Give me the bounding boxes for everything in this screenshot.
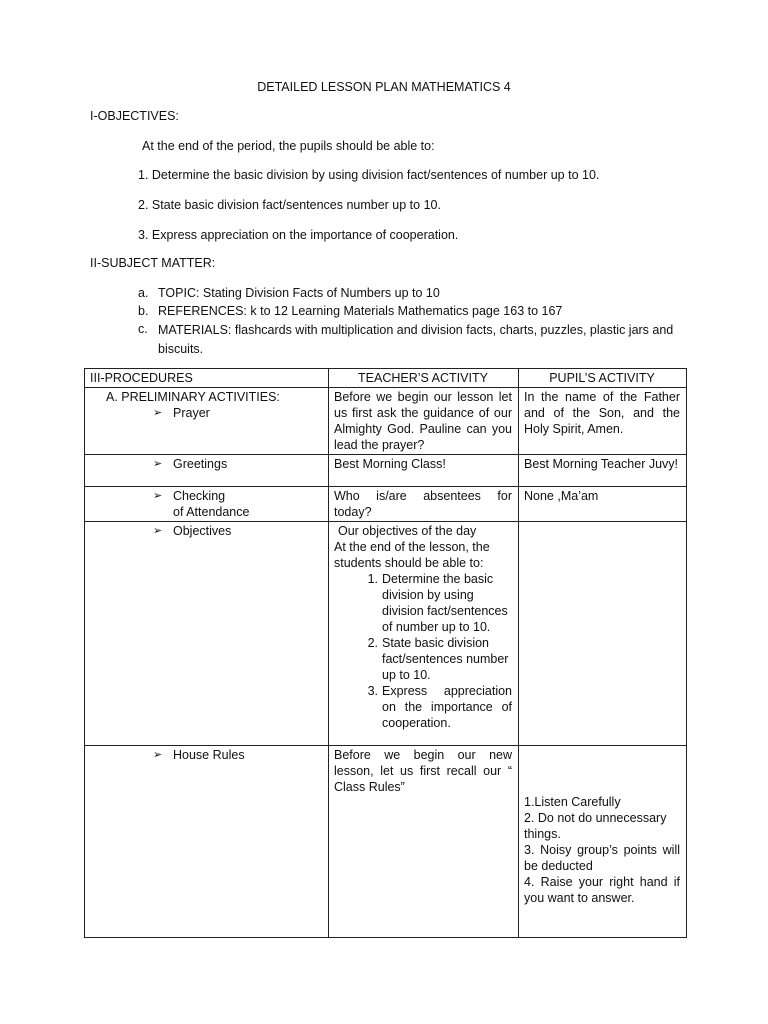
procedure-item [90, 405, 322, 421]
section-a-label: A. PRELIMINARY ACTIVITIES: [106, 390, 280, 404]
header-teacher-activity: TEACHER’S ACTIVITY [329, 369, 519, 388]
teacher-activity-cell [329, 522, 519, 746]
pupil-activity-cell [519, 746, 687, 938]
objective-item: 1. Determine the basic division by using division fact/sentences of number up to 10. [138, 168, 600, 182]
arrow-bullet-icon: ➢ [153, 525, 163, 537]
subject-matter-item [138, 285, 678, 301]
objectives-intro: Our objectives of the day [338, 524, 477, 538]
procedure-label: House Rules [173, 748, 245, 762]
table-row [85, 388, 687, 455]
item-letter: b. [138, 304, 149, 318]
table-row [85, 455, 687, 487]
list-text: Express appreciation on the importance of cooperation. [382, 684, 512, 730]
table-header-row [85, 369, 687, 388]
list-item [334, 683, 512, 731]
procedure-item [90, 456, 322, 472]
procedure-label: Checking [173, 489, 226, 503]
subject-matter-item [138, 321, 678, 359]
list-number: 3. [367, 684, 378, 698]
procedure-item [90, 747, 322, 763]
item-text: TOPIC: Stating Division Facts of Numbers up to 10 [158, 286, 440, 300]
table-row [85, 746, 687, 938]
objectives-intro: At the end of the lesson, the students should be able to: [334, 540, 490, 570]
arrow-bullet-icon: ➢ [153, 407, 163, 419]
procedure-item [90, 523, 322, 539]
arrow-bullet-icon: ➢ [153, 749, 163, 761]
rule-item: 2. Do not do unnecessary things. [524, 811, 667, 841]
rule-item: 1.Listen Carefully [524, 795, 621, 809]
subject-matter-heading: II-SUBJECT MATTER: [90, 256, 216, 270]
procedure-label: Objectives [173, 524, 232, 538]
objectives-heading: I-OBJECTIVES: [90, 109, 179, 123]
procedure-label-group [173, 488, 249, 520]
list-item [334, 635, 512, 683]
item-text: MATERIALS: flashcards with multiplication and division facts, charts, puzzles, plastic jars and biscuits. [158, 323, 674, 356]
procedure-cell [85, 388, 329, 455]
pupil-activity-cell [519, 522, 687, 746]
procedures-table [84, 368, 687, 938]
teacher-activity-cell: Best Morning Class! [329, 455, 519, 487]
teacher-activity-cell: Before we begin our new lesson, let us first recall our “ Class Rules” [329, 746, 519, 938]
item-text: REFERENCES: k to 12 Learning Materials Mathematics page 163 to 167 [158, 304, 563, 318]
list-text: State basic division fact/sentences number up to 10. [382, 636, 509, 682]
pupil-activity-cell: Best Morning Teacher Juvy! [519, 455, 687, 487]
pupil-activity-cell: In the name of the Father and of the Son, and the Holy Spirit, Amen. [519, 388, 687, 455]
procedure-cell [85, 455, 329, 487]
procedure-label: Greetings [173, 457, 228, 471]
procedure-label: of Attendance [173, 505, 250, 519]
subject-matter-item [138, 303, 678, 319]
teacher-activity-cell: Before we begin our lesson let us first ask the guidance of our Almighty God. Pauline can you lead the prayer? [329, 388, 519, 455]
pupil-activity-cell: None ,Ma’am [519, 487, 687, 522]
procedure-label: Prayer [173, 406, 210, 420]
rule-item: 3. Noisy group’s points will be deducted [524, 843, 680, 873]
document-title: DETAILED LESSON PLAN MATHEMATICS 4 [257, 80, 511, 94]
item-letter: a. [138, 286, 149, 300]
table-row [85, 522, 687, 746]
procedure-item [90, 488, 322, 520]
objectives-intro: At the end of the period, the pupils should be able to: [142, 139, 435, 153]
objectives-list [334, 571, 512, 731]
item-letter: c. [138, 322, 148, 336]
teacher-activity-cell: Who is/are absentees for today? [329, 487, 519, 522]
procedure-cell [85, 522, 329, 746]
arrow-bullet-icon: ➢ [153, 490, 163, 502]
list-number: 1. [367, 572, 378, 586]
list-number: 2. [367, 636, 378, 650]
list-item [334, 571, 512, 635]
table-row [85, 487, 687, 522]
header-pupil-activity: PUPIL’S ACTIVITY [519, 369, 687, 388]
objective-item: 2. State basic division fact/sentences number up to 10. [138, 198, 441, 212]
list-text: Determine the basic division by using division fact/sentences of number up to 10. [382, 572, 508, 634]
header-procedures: III-PROCEDURES [85, 369, 329, 388]
procedure-cell [85, 746, 329, 938]
procedure-cell [85, 487, 329, 522]
objective-item: 3. Express appreciation on the importance of cooperation. [138, 228, 459, 242]
arrow-bullet-icon: ➢ [153, 458, 163, 470]
rule-item: 4. Raise your right hand if you want to answer. [524, 875, 680, 905]
